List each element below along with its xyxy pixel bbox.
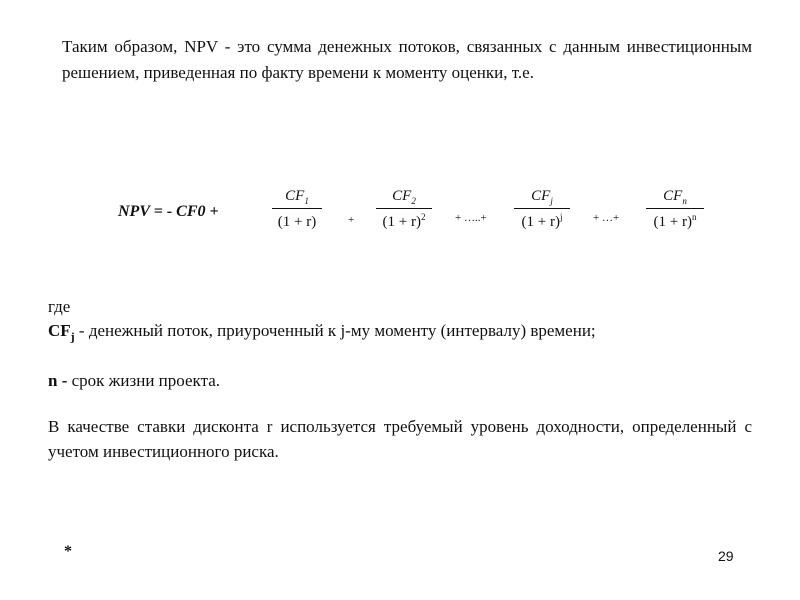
npv-formula — [0, 188, 800, 258]
fraction-term-n — [646, 188, 704, 231]
page-number: 29 — [718, 548, 734, 564]
fraction-term-1 — [272, 188, 322, 231]
operator-ellipsis-2: + …+ — [593, 212, 620, 224]
denominator-n: $(1 + r)^n$ — [653, 212, 697, 230]
denominator-2: $(1 + r)^2$ — [382, 212, 426, 230]
intro-paragraph: Таким образом, NPV - это сумма денежных потоков, связанных с данным инвестиционным решением, приведенная по факту времени к моменту оценки, т.е. — [62, 37, 752, 82]
n-definition — [48, 368, 752, 393]
numerator-1: $CF_1$ — [272, 188, 322, 209]
operator-ellipsis-1: + …..+ — [455, 212, 487, 224]
cf-term: CF — [48, 321, 71, 340]
formula-lhs: NPV = - CF0 + — [118, 203, 219, 220]
where-label: где — [48, 297, 71, 316]
denominator-1: (1 + r) — [277, 214, 317, 230]
fraction-term-j — [514, 188, 570, 231]
n-term: n - — [48, 371, 68, 390]
operator-plus-1: + — [348, 214, 355, 226]
numerator-2: $CF_2$ — [376, 188, 432, 209]
cf-description: - денежный поток, приуроченный к j-му моменту (интервалу) времени; — [74, 321, 596, 340]
cf-subscript: j — [70, 329, 75, 344]
footer-asterisk: * — [64, 543, 72, 560]
denominator-j: $(1 + r)^j$ — [521, 212, 563, 230]
n-description: срок жизни проекта. — [67, 371, 221, 390]
numerator-n: $CF_n$ — [646, 188, 704, 209]
discount-rate-paragraph: В качестве ставки дисконта r используется требуемый уровень доходности, определенный с учетом инвестиционного риска. — [48, 417, 752, 461]
numerator-j: $CF_j$ — [514, 188, 570, 209]
fraction-term-2 — [376, 188, 432, 231]
cf-definition — [48, 318, 752, 349]
